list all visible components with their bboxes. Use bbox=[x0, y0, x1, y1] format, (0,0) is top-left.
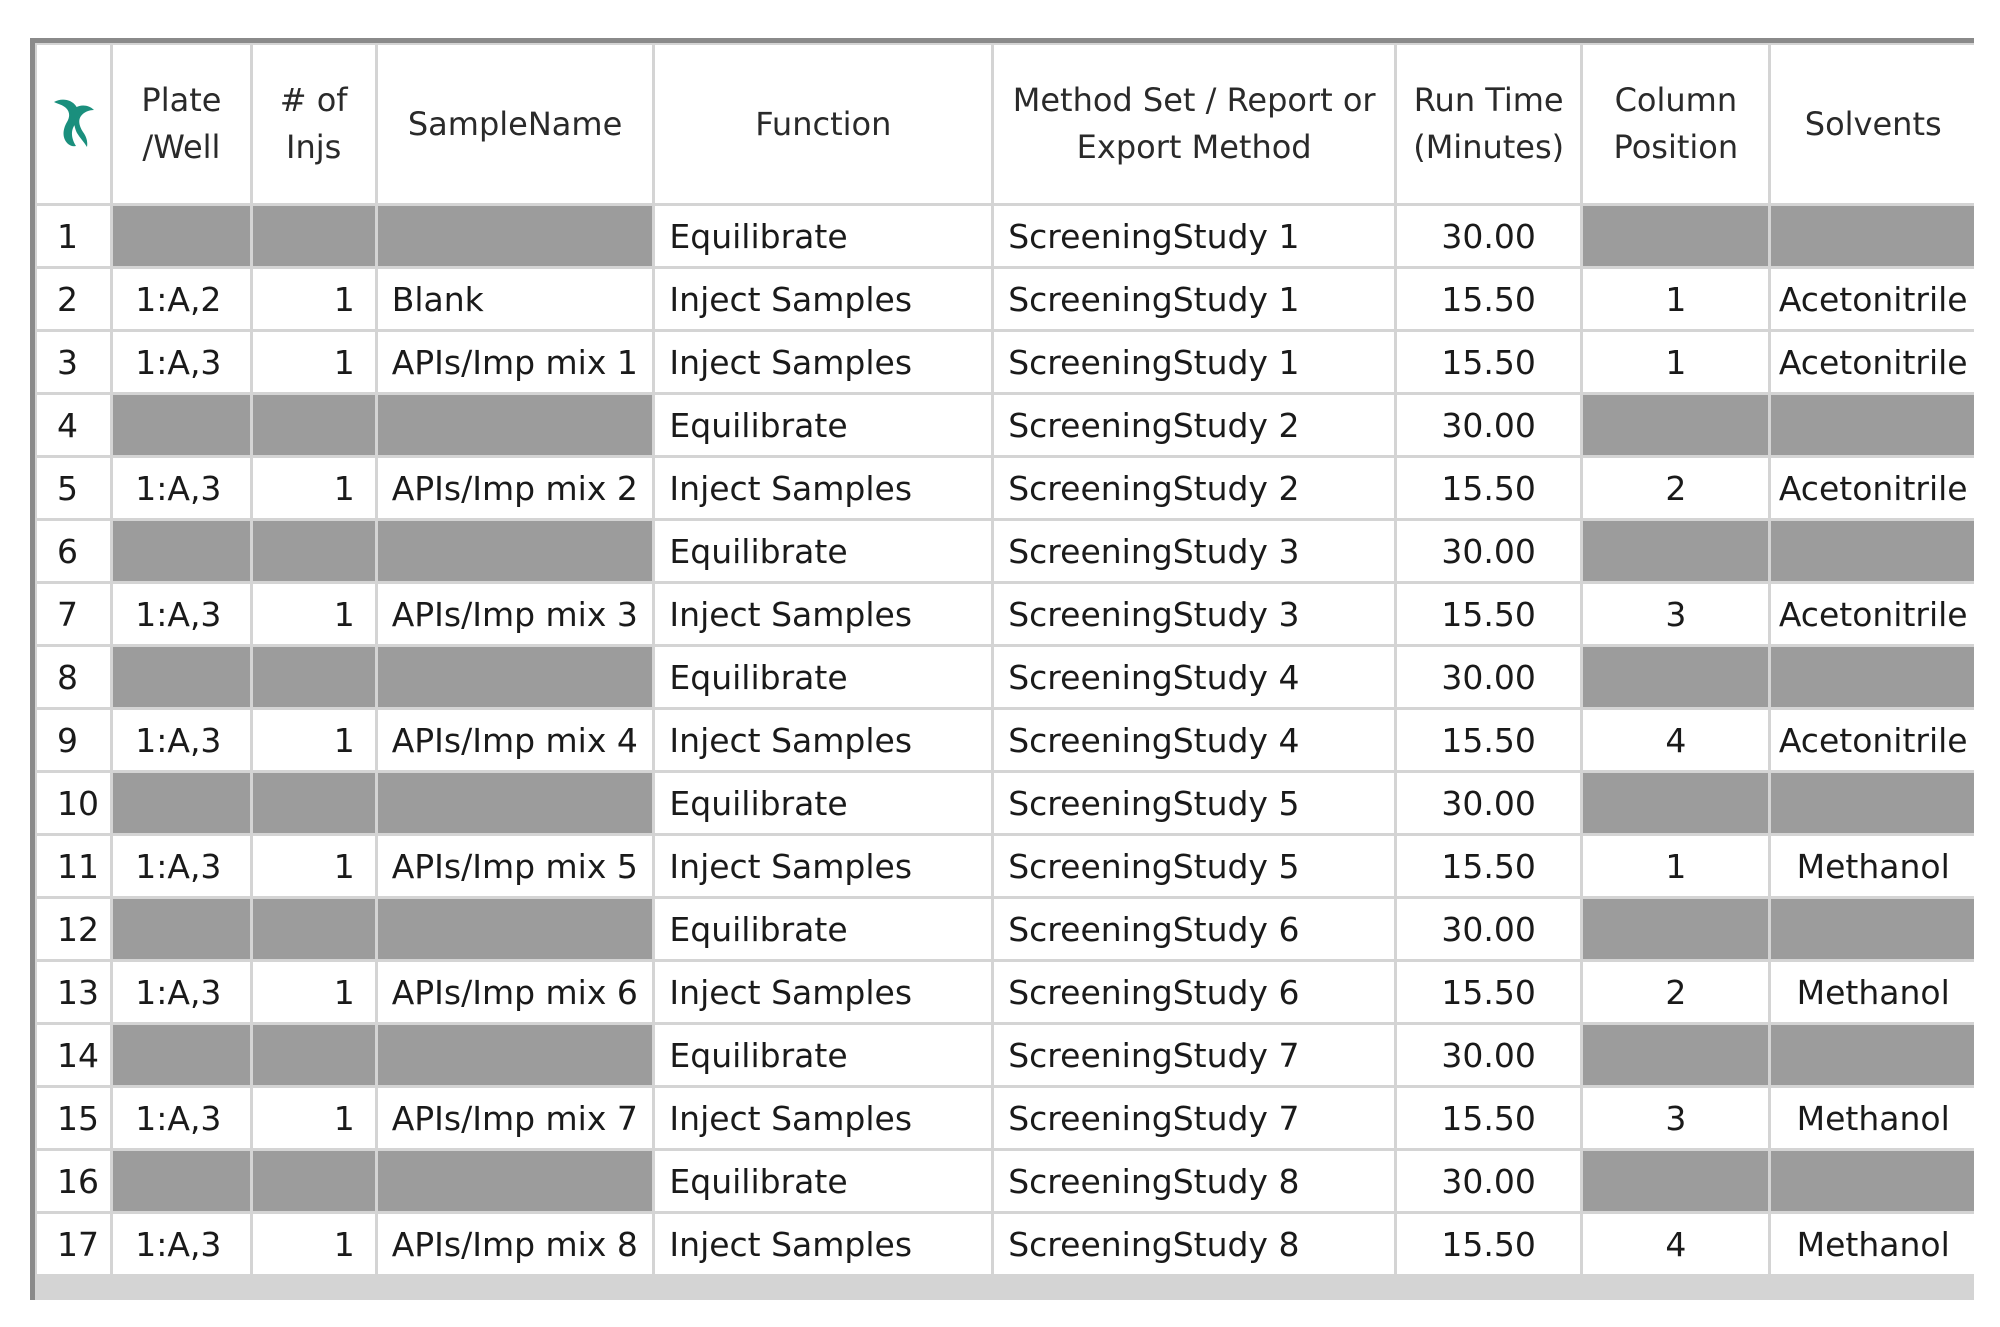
sample-name-cell[interactable] bbox=[378, 1025, 653, 1085]
plate-well-cell[interactable]: 1:A,3 bbox=[113, 332, 249, 392]
column-position-cell[interactable]: 4 bbox=[1583, 710, 1768, 770]
num-injs-cell[interactable] bbox=[253, 1151, 375, 1211]
column-position-header[interactable]: Column Position bbox=[1583, 45, 1768, 203]
plate-well-cell[interactable]: 1:A,3 bbox=[113, 962, 249, 1022]
num-injs-cell[interactable] bbox=[253, 647, 375, 707]
method-cell[interactable]: ScreeningStudy 7 bbox=[994, 1025, 1394, 1085]
solvents-cell[interactable] bbox=[1771, 206, 1974, 266]
num-injs-cell[interactable] bbox=[253, 773, 375, 833]
function-cell[interactable]: Equilibrate bbox=[655, 647, 991, 707]
num-injs-cell[interactable]: 1 bbox=[253, 269, 375, 329]
solvents-cell[interactable]: Methanol bbox=[1771, 962, 1974, 1022]
sample-name-cell[interactable] bbox=[378, 521, 653, 581]
row-number-cell[interactable]: 9 bbox=[37, 710, 110, 770]
num-injs-cell[interactable] bbox=[253, 521, 375, 581]
column-position-cell[interactable] bbox=[1583, 899, 1768, 959]
column-position-cell[interactable] bbox=[1583, 1151, 1768, 1211]
table-body bbox=[37, 206, 1974, 1274]
method-cell[interactable]: ScreeningStudy 6 bbox=[994, 962, 1394, 1022]
num-injs-cell[interactable]: 1 bbox=[253, 962, 375, 1022]
num-injs-cell[interactable]: 1 bbox=[253, 458, 375, 518]
sample-name-cell[interactable]: APIs/Imp mix 6 bbox=[378, 962, 653, 1022]
num-injs-cell[interactable]: 1 bbox=[253, 710, 375, 770]
function-header[interactable]: Function bbox=[655, 45, 991, 203]
function-cell[interactable]: Inject Samples bbox=[655, 836, 991, 896]
plate-well-cell[interactable]: 1:A,3 bbox=[113, 1214, 249, 1274]
function-cell[interactable]: Equilibrate bbox=[655, 1025, 991, 1085]
column-position-cell[interactable]: 1 bbox=[1583, 332, 1768, 392]
solvents-cell[interactable] bbox=[1771, 521, 1974, 581]
row-number-cell[interactable]: 16 bbox=[37, 1151, 110, 1211]
row-number-cell[interactable]: 1 bbox=[37, 206, 110, 266]
waters-logo-icon bbox=[51, 96, 97, 152]
function-cell[interactable]: Inject Samples bbox=[655, 1088, 991, 1148]
function-cell[interactable]: Inject Samples bbox=[655, 584, 991, 644]
solvents-cell[interactable]: Acetonitrile bbox=[1771, 710, 1974, 770]
function-cell[interactable]: Equilibrate bbox=[655, 395, 991, 455]
sample-name-cell[interactable]: APIs/Imp mix 2 bbox=[378, 458, 653, 518]
num-injs-cell[interactable]: 1 bbox=[253, 332, 375, 392]
function-cell[interactable]: Equilibrate bbox=[655, 521, 991, 581]
method-cell[interactable]: ScreeningStudy 2 bbox=[994, 458, 1394, 518]
column-position-cell[interactable]: 3 bbox=[1583, 1088, 1768, 1148]
method-cell[interactable]: ScreeningStudy 5 bbox=[994, 773, 1394, 833]
function-cell[interactable]: Equilibrate bbox=[655, 899, 991, 959]
row-number-cell[interactable]: 11 bbox=[37, 836, 110, 896]
plate-well-cell[interactable]: 1:A,3 bbox=[113, 836, 249, 896]
run-time-cell[interactable]: 30.00 bbox=[1397, 206, 1580, 266]
solvents-cell[interactable] bbox=[1771, 899, 1974, 959]
solvents-cell[interactable]: Methanol bbox=[1771, 1214, 1974, 1274]
sample-name-cell[interactable]: Blank bbox=[378, 269, 653, 329]
plate-well-cell[interactable]: 1:A,2 bbox=[113, 269, 249, 329]
table-row[interactable] bbox=[37, 395, 1974, 455]
run-time-cell[interactable]: 30.00 bbox=[1397, 521, 1580, 581]
column-position-cell[interactable] bbox=[1583, 521, 1768, 581]
method-cell[interactable]: ScreeningStudy 5 bbox=[994, 836, 1394, 896]
table-row[interactable] bbox=[37, 710, 1974, 770]
plate-well-cell[interactable] bbox=[113, 1151, 249, 1211]
solvents-header[interactable]: Solvents bbox=[1771, 45, 1974, 203]
sample-name-cell[interactable]: APIs/Imp mix 1 bbox=[378, 332, 653, 392]
solvents-cell[interactable]: Acetonitrile bbox=[1771, 584, 1974, 644]
column-position-cell[interactable] bbox=[1583, 773, 1768, 833]
row-number-cell[interactable]: 3 bbox=[37, 332, 110, 392]
table-row[interactable] bbox=[37, 1088, 1974, 1148]
run-time-cell[interactable]: 30.00 bbox=[1397, 1151, 1580, 1211]
run-time-cell[interactable]: 30.00 bbox=[1397, 773, 1580, 833]
table-row[interactable] bbox=[37, 1214, 1974, 1274]
method-cell[interactable]: ScreeningStudy 1 bbox=[994, 332, 1394, 392]
table-row[interactable] bbox=[37, 962, 1974, 1022]
column-position-cell[interactable]: 1 bbox=[1583, 269, 1768, 329]
method-cell[interactable]: ScreeningStudy 1 bbox=[994, 269, 1394, 329]
row-number-cell[interactable]: 6 bbox=[37, 521, 110, 581]
solvents-cell[interactable]: Methanol bbox=[1771, 836, 1974, 896]
sample-set-table bbox=[34, 42, 1974, 1277]
solvents-cell[interactable] bbox=[1771, 647, 1974, 707]
plate-well-cell[interactable] bbox=[113, 899, 249, 959]
header-row bbox=[37, 45, 1974, 203]
plate-well-cell[interactable]: 1:A,3 bbox=[113, 458, 249, 518]
solvents-cell[interactable] bbox=[1771, 1151, 1974, 1211]
function-cell[interactable]: Equilibrate bbox=[655, 1151, 991, 1211]
column-position-cell[interactable] bbox=[1583, 206, 1768, 266]
method-cell[interactable]: ScreeningStudy 3 bbox=[994, 584, 1394, 644]
row-number-cell[interactable]: 15 bbox=[37, 1088, 110, 1148]
sample-name-cell[interactable]: APIs/Imp mix 4 bbox=[378, 710, 653, 770]
run-time-cell[interactable]: 15.50 bbox=[1397, 1088, 1580, 1148]
plate-well-cell[interactable] bbox=[113, 1025, 249, 1085]
solvents-cell[interactable] bbox=[1771, 395, 1974, 455]
table-row[interactable] bbox=[37, 521, 1974, 581]
row-number-cell[interactable]: 14 bbox=[37, 1025, 110, 1085]
row-number-cell[interactable]: 5 bbox=[37, 458, 110, 518]
table-row[interactable] bbox=[37, 836, 1974, 896]
row-number-cell[interactable]: 2 bbox=[37, 269, 110, 329]
function-cell[interactable]: Equilibrate bbox=[655, 206, 991, 266]
sample-name-cell[interactable] bbox=[378, 1151, 653, 1211]
column-position-cell[interactable] bbox=[1583, 395, 1768, 455]
plate-well-cell[interactable] bbox=[113, 773, 249, 833]
function-cell[interactable]: Equilibrate bbox=[655, 773, 991, 833]
solvents-cell[interactable]: Acetonitrile bbox=[1771, 332, 1974, 392]
num-injs-cell[interactable] bbox=[253, 395, 375, 455]
run-time-header[interactable]: Run Time (Minutes) bbox=[1397, 45, 1580, 203]
num-injs-cell[interactable] bbox=[253, 206, 375, 266]
method-cell[interactable]: ScreeningStudy 6 bbox=[994, 899, 1394, 959]
method-cell[interactable]: ScreeningStudy 4 bbox=[994, 710, 1394, 770]
row-selector-header[interactable] bbox=[37, 45, 110, 203]
row-number-cell[interactable]: 13 bbox=[37, 962, 110, 1022]
table-row[interactable] bbox=[37, 899, 1974, 959]
solvents-cell[interactable]: Acetonitrile bbox=[1771, 269, 1974, 329]
column-position-cell[interactable]: 4 bbox=[1583, 1214, 1768, 1274]
sample-set-grid bbox=[30, 38, 1974, 1300]
num-injs-cell[interactable] bbox=[253, 1025, 375, 1085]
function-cell[interactable]: Inject Samples bbox=[655, 269, 991, 329]
row-number-cell[interactable]: 4 bbox=[37, 395, 110, 455]
column-position-cell[interactable]: 1 bbox=[1583, 836, 1768, 896]
plate-well-cell[interactable]: 1:A,3 bbox=[113, 584, 249, 644]
row-number-cell[interactable]: 12 bbox=[37, 899, 110, 959]
run-time-cell[interactable]: 15.50 bbox=[1397, 584, 1580, 644]
table-row[interactable] bbox=[37, 458, 1974, 518]
plate-well-cell[interactable]: 1:A,3 bbox=[113, 1088, 249, 1148]
table-row[interactable] bbox=[37, 206, 1974, 266]
column-position-cell[interactable]: 3 bbox=[1583, 584, 1768, 644]
method-cell[interactable]: ScreeningStudy 2 bbox=[994, 395, 1394, 455]
num-injs-cell[interactable]: 1 bbox=[253, 1088, 375, 1148]
num-injs-cell[interactable]: 1 bbox=[253, 836, 375, 896]
table-row[interactable] bbox=[37, 1151, 1974, 1211]
solvents-cell[interactable] bbox=[1771, 1025, 1974, 1085]
plate-well-cell[interactable]: 1:A,3 bbox=[113, 710, 249, 770]
function-cell[interactable]: Inject Samples bbox=[655, 962, 991, 1022]
sample-name-header[interactable]: SampleName bbox=[378, 45, 653, 203]
run-time-cell[interactable]: 15.50 bbox=[1397, 1214, 1580, 1274]
sample-name-cell[interactable]: APIs/Imp mix 7 bbox=[378, 1088, 653, 1148]
method-cell[interactable]: ScreeningStudy 3 bbox=[994, 521, 1394, 581]
function-cell[interactable]: Inject Samples bbox=[655, 332, 991, 392]
plate-well-header[interactable]: Plate /Well bbox=[113, 45, 249, 203]
solvents-cell[interactable]: Acetonitrile bbox=[1771, 458, 1974, 518]
sample-name-cell[interactable]: APIs/Imp mix 5 bbox=[378, 836, 653, 896]
method-cell[interactable]: ScreeningStudy 7 bbox=[994, 1088, 1394, 1148]
plate-well-cell[interactable] bbox=[113, 206, 249, 266]
run-time-cell[interactable]: 30.00 bbox=[1397, 899, 1580, 959]
num-injs-cell[interactable] bbox=[253, 899, 375, 959]
method-cell[interactable]: ScreeningStudy 8 bbox=[994, 1214, 1394, 1274]
run-time-cell[interactable]: 15.50 bbox=[1397, 710, 1580, 770]
method-cell[interactable]: ScreeningStudy 4 bbox=[994, 647, 1394, 707]
method-cell[interactable]: ScreeningStudy 8 bbox=[994, 1151, 1394, 1211]
table-row[interactable] bbox=[37, 773, 1974, 833]
sample-name-cell[interactable] bbox=[378, 206, 653, 266]
row-number-cell[interactable]: 8 bbox=[37, 647, 110, 707]
plate-well-cell[interactable] bbox=[113, 521, 249, 581]
sample-name-cell[interactable] bbox=[378, 899, 653, 959]
table-row[interactable] bbox=[37, 1025, 1974, 1085]
sample-name-cell[interactable] bbox=[378, 773, 653, 833]
column-position-cell[interactable]: 2 bbox=[1583, 458, 1768, 518]
run-time-cell[interactable]: 30.00 bbox=[1397, 395, 1580, 455]
run-time-cell[interactable]: 15.50 bbox=[1397, 458, 1580, 518]
num-injs-cell[interactable]: 1 bbox=[253, 584, 375, 644]
sample-name-cell[interactable]: APIs/Imp mix 8 bbox=[378, 1214, 653, 1274]
sample-name-cell[interactable]: APIs/Imp mix 3 bbox=[378, 584, 653, 644]
run-time-cell[interactable]: 15.50 bbox=[1397, 836, 1580, 896]
run-time-cell[interactable]: 15.50 bbox=[1397, 332, 1580, 392]
table-row[interactable] bbox=[37, 584, 1974, 644]
function-cell[interactable]: Inject Samples bbox=[655, 458, 991, 518]
run-time-cell[interactable]: 30.00 bbox=[1397, 1025, 1580, 1085]
column-position-cell[interactable] bbox=[1583, 1025, 1768, 1085]
solvents-cell[interactable] bbox=[1771, 773, 1974, 833]
row-number-cell[interactable]: 10 bbox=[37, 773, 110, 833]
num-injs-cell[interactable]: 1 bbox=[253, 1214, 375, 1274]
method-cell[interactable]: ScreeningStudy 1 bbox=[994, 206, 1394, 266]
sample-name-cell[interactable] bbox=[378, 395, 653, 455]
table-row[interactable] bbox=[37, 647, 1974, 707]
run-time-cell[interactable]: 15.50 bbox=[1397, 962, 1580, 1022]
run-time-cell[interactable]: 30.00 bbox=[1397, 647, 1580, 707]
run-time-cell[interactable]: 15.50 bbox=[1397, 269, 1580, 329]
table-row[interactable] bbox=[37, 269, 1974, 329]
method-header[interactable]: Method Set / Report or Export Method bbox=[994, 45, 1394, 203]
sample-name-cell[interactable] bbox=[378, 647, 653, 707]
row-number-cell[interactable]: 17 bbox=[37, 1214, 110, 1274]
row-number-cell[interactable]: 7 bbox=[37, 584, 110, 644]
function-cell[interactable]: Inject Samples bbox=[655, 710, 991, 770]
column-position-cell[interactable]: 2 bbox=[1583, 962, 1768, 1022]
solvents-cell[interactable]: Methanol bbox=[1771, 1088, 1974, 1148]
num-injs-header[interactable]: # of Injs bbox=[253, 45, 375, 203]
function-cell[interactable]: Inject Samples bbox=[655, 1214, 991, 1274]
plate-well-cell[interactable] bbox=[113, 647, 249, 707]
column-position-cell[interactable] bbox=[1583, 647, 1768, 707]
table-row[interactable] bbox=[37, 332, 1974, 392]
plate-well-cell[interactable] bbox=[113, 395, 249, 455]
